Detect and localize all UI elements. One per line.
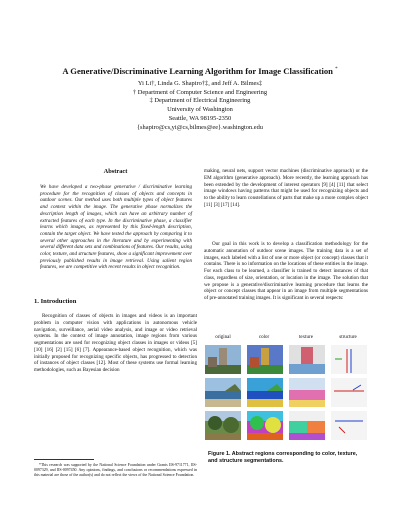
right-column-paragraph-1: making, neural nets, support vector machines (discriminative approach) or the EM algorithm (generative approach). More recently, the learning approach has been extended by the development of interest operators [9] [4] [11] that select image windows having patterns that might be used for recognizing objects and to the ability to learn constellations of parts that make up a more complex object [11] [3] [17] [14]. bbox=[204, 168, 368, 208]
figure-column-headers bbox=[204, 335, 368, 343]
figure-texture-segmentation bbox=[289, 411, 325, 440]
figure-original-image bbox=[205, 411, 241, 440]
figure-header-color: color bbox=[258, 335, 270, 340]
author-block bbox=[60, 80, 340, 132]
footnote-text: *This research was supported by the National Science Foundation under Grants IIS-9711771, IIS-0097329, and IIS-0097450. Any opinions, findings, and conclusions or recommendations expressed in this material are those of the author(s) and do not reflect the views of the National Science Foundation. bbox=[34, 463, 197, 477]
figure-structure-segmentation bbox=[331, 345, 367, 374]
paper-title: A Generative/Discriminative Learning Algorithm for Image Classification * bbox=[62, 66, 338, 76]
introduction-heading: 1. Introduction bbox=[34, 298, 77, 305]
figure-structure-segmentation bbox=[331, 411, 367, 440]
figure-header-original: original bbox=[215, 335, 231, 340]
figure-color-segmentation bbox=[247, 345, 283, 374]
affiliation-ee: ‡ Department of Electrical Engineering bbox=[149, 97, 251, 105]
affiliation-cs: † Department of Computer Science and Engineering bbox=[132, 88, 268, 96]
figure-structure-segmentation bbox=[331, 378, 367, 407]
figure-texture-segmentation bbox=[289, 378, 325, 407]
figure-header-texture: texture bbox=[299, 335, 313, 340]
figure-original-image bbox=[205, 345, 241, 374]
footnote-rule bbox=[34, 459, 94, 460]
figure-color-segmentation bbox=[247, 411, 283, 440]
figure-header-structure: structure bbox=[339, 335, 357, 340]
figure-caption: Figure 1. Abstract regions corresponding to color, texture, and structure segmentations. bbox=[208, 451, 358, 464]
affiliation-address: Seattle, WA 98195-2350 bbox=[168, 114, 232, 122]
abstract-text: We have developed a two-phase generative / discriminative learning procedure for the recognition of classes of objects and concepts in outdoor scenes. Our method uses both multiple types of object features and context within the image. The generative phase normalizes the description length of images, which can have an arbitrary number of extracted features of each type. In the discriminative phase, a classifier learns which images, as represented by this fixed-length description, contain the target object. We have tested the approach by comparing it to several other approaches in the literature and by experimenting with several different data sets and combinations of features. Our results, using color, texture, and structure features, show a significant improvement over previously published results in image retrieval. Using salient region features, we are competitive with recent results in object recognition. bbox=[40, 184, 192, 271]
affiliation-university: University of Washington bbox=[167, 106, 233, 114]
right-column-paragraph-2: Our goal in this work is to develop a classification methodology for the automatic annotation of outdoor scene images. The training data is a set of images, each labeled with a list of one or more object (or concept) classes that it contains. There is no information on the locations of these entities in the image. For each class to be learned, a classifier is trained to detect instances of that class, regardless of size, orientation, or location in the image. The solution that we propose is a generative/discriminative learning procedure that learns the object or concept classes that appear in an image from multiple segmentations of pre-annotated training images. It is significant in several respects: bbox=[204, 241, 368, 301]
figure-original-image bbox=[205, 378, 241, 407]
author-emails: {shapiro@cs,yi@cs,bilmes@ee}.washington.edu bbox=[136, 123, 264, 131]
author-names: Yi Li†, Linda G. Shapiro†‡, and Jeff A. Bilmes‡ bbox=[137, 80, 263, 87]
figure-image-grid bbox=[205, 345, 369, 441]
figure-texture-segmentation bbox=[289, 345, 325, 374]
title-footnote-mark: * bbox=[335, 67, 338, 73]
abstract-heading: Abstract bbox=[103, 168, 128, 175]
introduction-text: Recognition of classes of objects in images and videos is an important problem in computer vision with applications in autonomous vehicle navigation, surveillance, aerial video analysis, and image or video retrieval systems. In the context of image annotation, image regions from various segmentations are used for recognizing object classes in images or videos [5] [10] [16] [2] [15] [6] [7]. Appearance-based object recognition, which was initially proposed for recognizing specific objects, has progressed to detection of instances of object classes [12]. Most of these systems use formal learning methodologies, such as Bayesian decision bbox=[34, 313, 197, 373]
figure-color-segmentation bbox=[247, 378, 283, 407]
